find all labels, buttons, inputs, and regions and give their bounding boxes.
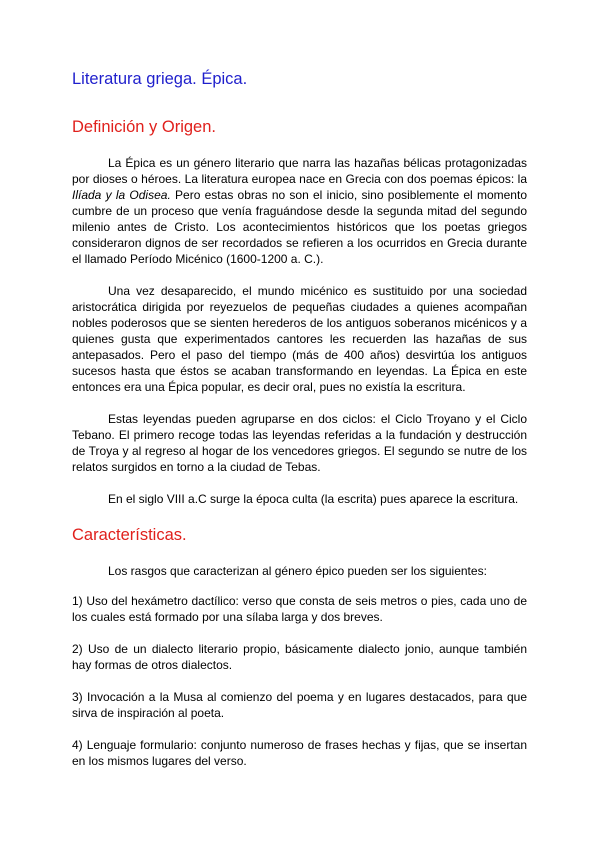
paragraph-text: La Épica es un género literario que narra las hazañas bélicas protagonizadas por dioses o héroes. La literatura europea nace en Grecia con dos poemas épicos: la [72, 156, 527, 186]
list-item-lenguaje-formulario: 4) Lenguaje formulario: conjunto numeroso de frases hechas y fijas, que se insertan en los mismos lugares del verso. [72, 738, 527, 768]
paragraph-ciclos: Estas leyendas pueden agruparse en dos ciclos: el Ciclo Troyano y el Ciclo Tebano. El primero recoge todas las leyendas referidas a la fundación y destrucción de Troya y al regreso al hogar de los vencedores griegos. El segundo se nutre de los relatos surgidos en torno a la ciudad de Tebas. [72, 412, 527, 474]
paragraph-mundo-micenico: Una vez desaparecido, el mundo micénico es sustituido por una sociedad aristocrática dirigida por reyezuelos de pequeñas ciudades a quienes acompañan nobles poderosos que se sienten herederos de los antiguos soberanos micénicos y a quienes gusta que experimentados cantores les recuerden las hazañas de sus antepasados. Pero el paso del tiempo (más de 400 años) desvirtúa los antiguos sucesos hasta que éstos se acaban transformando en leyendas. La Épica en este entonces era una Épica popular, es decir oral, pues no existía la escritura. [72, 284, 527, 394]
list-item-invocacion-musa: 3) Invocación a la Musa al comienzo del poema y en lugares destacados, para que sirva de inspiración al poeta. [72, 690, 527, 720]
list-item-dialecto: 2) Uso de un dialecto literario propio, básicamente dialecto jonio, aunque también hay formas de otros dialectos. [72, 642, 527, 672]
document-title: Literatura griega. Épica. [72, 70, 248, 88]
paragraph-siglo-viii: En el siglo VIII a.C surge la época culta (la escrita) pues aparece la escritura. [108, 492, 519, 506]
list-item-hexametro: 1) Uso del hexámetro dactílico: verso que consta de seis metros o pies, cada uno de los cuales está formado por una sílaba larga y dos breves. [72, 594, 527, 624]
paragraph-epica-definition [72, 155, 527, 267]
paragraph-caracteristicas-intro: Los rasgos que caracterizan al género épico pueden ser los siguientes: [108, 564, 487, 578]
paragraph-text: Pero estas obras no son el inicio, sino posiblemente el momento cumbre de un proceso que venía fraguándose desde la segunda mitad del segundo milenio antes de Cristo. Los acontecimientos históricos que los poetas griegos consideraron dignos de ser recordados se refieren a los ocurridos en Grecia durante el llamado Período Micénico (1600-1200 a. C.). [72, 188, 527, 266]
italic-work-titles: Ilíada y la Odisea. [72, 188, 171, 202]
section-heading-caracteristicas: Características. [72, 526, 187, 544]
section-heading-definicion: Definición y Origen. [72, 118, 216, 136]
